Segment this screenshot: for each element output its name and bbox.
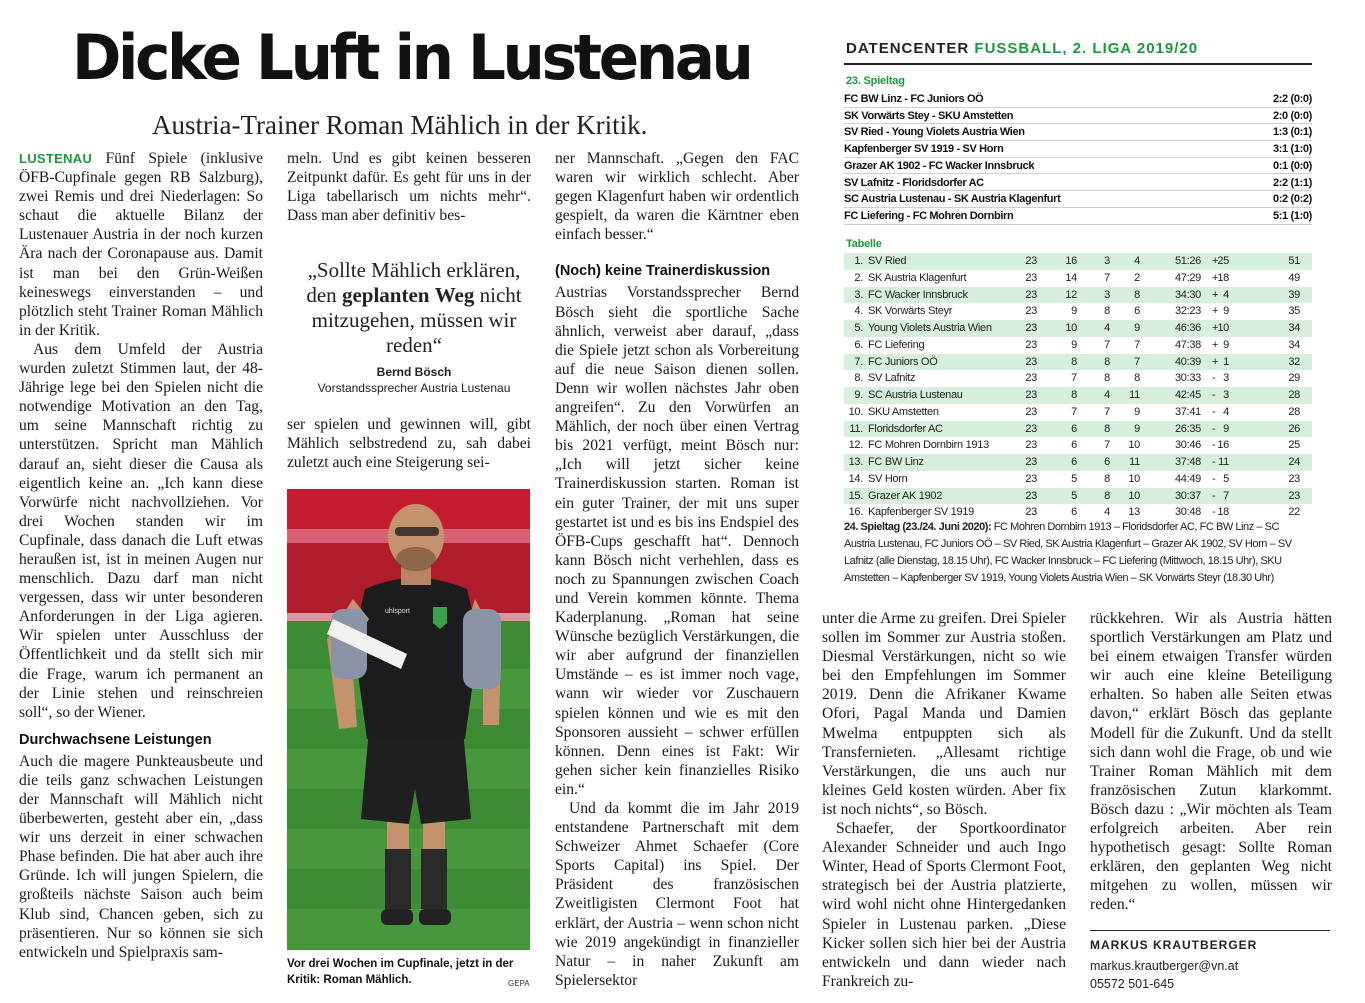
paragraph: meln. Und es gibt keinen besseren Zeitpunkt dafür. Es geht für uns in der Liga tabellarisch um nichts mehr“. Dass man aber definitiv bes-	[287, 150, 531, 225]
table-cell-l: 6	[1134, 305, 1140, 318]
table-cell-pos: 5.	[854, 322, 863, 334]
goal-difference-value: 18	[1217, 271, 1229, 284]
datacenter-league: FUSSBALL, 2. LIGA 2019/20	[974, 40, 1199, 57]
table-cell-l: 9	[1134, 405, 1140, 418]
table-cell-pos: 4.	[854, 305, 863, 318]
table-cell-goals: 26:35	[1174, 422, 1201, 435]
datacenter-title	[846, 40, 1198, 57]
goal-difference-value: 16	[1217, 439, 1229, 452]
goal-difference-value: 3	[1223, 389, 1229, 401]
table-cell-gp: 23	[1025, 372, 1037, 385]
table-cell-pos: 13.	[848, 456, 863, 468]
quote-text-end: nicht mitzugehen, müssen wir reden“	[311, 283, 522, 357]
paragraph: ner Mannschaft. „Gegen den FAC waren wir wirklich schlecht. Aber gegen Klagenfurt haben wir ordentlich gespielt, da waren die Kärntner eben einfach besser.“	[555, 150, 799, 244]
table-cell-goals: 32:23	[1174, 305, 1201, 318]
table-cell-gp: 23	[1025, 489, 1037, 502]
table-row	[844, 437, 1312, 454]
table-cell-w: 7	[1071, 372, 1077, 385]
table-cell-gp: 23	[1025, 422, 1037, 435]
table-row	[844, 404, 1312, 421]
goal-difference-sign: +	[1212, 355, 1219, 368]
goal-difference-sign: +	[1212, 271, 1219, 284]
paragraph	[19, 149, 263, 340]
table-cell-goals: 30:37	[1174, 489, 1201, 502]
table-row	[844, 488, 1312, 505]
match-result: 2:0 (0:0)	[1272, 109, 1312, 122]
paragraph-text: Fünf Spiele (inklusive ÖFB-Cupfinale gegen RB Salzburg), zwei Remis und drei Niederlagen: So schaut die aktuelle Bilanz der Lustenauer Austria in der noch kurzen Ära nach der Coronapause aus. Damit ist man bei den Grün-Weißen keineswegs einverstanden – und plötzlich steht Trainer Roman Mählich in der Kritik.	[19, 150, 263, 339]
table-cell-l: 8	[1134, 372, 1140, 385]
dateline: LUSTENAU	[19, 151, 93, 166]
table-cell-w: 6	[1071, 506, 1077, 519]
table-cell-goals: 40:39	[1174, 355, 1201, 368]
table-cell-w: 12	[1065, 288, 1077, 301]
table-cell-gp: 23	[1025, 355, 1037, 368]
article-column-2-top	[287, 149, 531, 225]
goal-difference-sign: -	[1212, 372, 1216, 385]
section-heading: Durchwachsene Leistungen	[19, 731, 212, 748]
table-cell-goals: 30:48	[1174, 506, 1201, 519]
table-cell-d: 3	[1104, 255, 1110, 267]
table-cell-pos: 15.	[848, 489, 863, 502]
table-cell-w: 8	[1071, 355, 1077, 368]
table-cell-l: 2	[1134, 271, 1140, 284]
match-result: 1:3 (0:1)	[1272, 126, 1312, 139]
table-cell-goals: 37:48	[1174, 456, 1201, 468]
table-cell-team: Floridsdorfer AC	[868, 422, 943, 435]
article-column-1	[19, 149, 263, 962]
match-result: 5:1 (1:0)	[1272, 209, 1312, 222]
table-cell-d: 8	[1104, 422, 1110, 435]
table-cell-team: SK Austria Klagenfurt	[868, 271, 967, 284]
table-cell-goals: 34:30	[1174, 288, 1201, 301]
table-cell-team: SV Horn	[868, 472, 908, 485]
table-cell-pts: 28	[1288, 389, 1300, 401]
table-cell-pos: 8.	[854, 372, 863, 385]
table-cell-w: 6	[1071, 439, 1077, 452]
author-email[interactable]: markus.krautberger@vn.at	[1090, 959, 1239, 973]
table-cell-l: 9	[1134, 322, 1140, 334]
table-label: Tabelle	[846, 238, 882, 250]
goal-difference-value: 4	[1223, 288, 1229, 301]
match-row	[844, 158, 1312, 175]
table-cell-team: Grazer AK 1902	[868, 489, 943, 502]
table-cell-d: 8	[1104, 355, 1110, 368]
table-cell-w: 9	[1071, 305, 1077, 318]
table-cell-goals: 42:45	[1174, 389, 1201, 401]
next-round	[844, 519, 1312, 587]
table-cell-l: 8	[1134, 288, 1140, 301]
table-cell-gp: 23	[1025, 271, 1037, 284]
table-cell-goals: 51:26	[1174, 255, 1201, 267]
table-row	[844, 387, 1312, 404]
table-cell-team: FC Wacker Innsbruck	[868, 288, 968, 301]
table-cell-gp: 23	[1025, 472, 1037, 485]
goal-difference-value: 9	[1223, 305, 1229, 318]
table-cell-pts: 51	[1288, 255, 1300, 267]
table-cell-d: 6	[1104, 456, 1110, 468]
paragraph: Aus dem Umfeld der Austria wurden zuletzt Stimmen laut, der 48-Jährige lege bei den Spielen nicht die notwendige Motivation an den Tag, um seine Mannschaft richtig zu unterstützen. Spricht man Mählich darauf an, sieht dieser die Causa als eigentlich keine an. „Ich kann diese Vorwürfe nicht nachvollziehen. Vor drei Wochen standen wir im Cupfinale, dass danach die Luft etwas heraußen ist, ist in meinen Augen nur menschlich. Dazu darf man nicht vergessen, dass wir unter besonderen Anforderungen in der Liga agieren. Wir spielen unter Ausschluss der Öffentlichkeit und da stellt sich mir die Frage, warum ich permanent an der Linie stehen und reinschreien soll“, so der Wiener.	[19, 340, 263, 721]
table-cell-goals: 30:33	[1174, 372, 1201, 385]
table-cell-team: SC Austria Lustenau	[868, 389, 963, 401]
table-cell-pts: 23	[1288, 472, 1300, 485]
table-cell-w: 14	[1065, 271, 1077, 284]
paragraph: Und da kommt die im Jahr 2019 entstandene Partnerschaft mit dem Schweizer Ahmet Schaefer (Core Sports Capital) ins Spiel. Der Präsident des französischen Zweitligisten Clermont Foot hat erklärt, der Austria – wenn schon nicht wie 2019 angekündigt in finanzieller Natur – in naher Zukunft am Spielersektor	[555, 800, 799, 989]
match-pairing: SV Lafnitz - Floridsdorfer AC	[844, 176, 984, 189]
quote-bold: Weg	[434, 283, 475, 307]
goal-difference-value: 3	[1223, 372, 1229, 385]
subheadline: Austria-Trainer Roman Mählich in der Kritik.	[152, 110, 648, 140]
table-cell-l: 10	[1128, 489, 1140, 502]
table-cell-l: 13	[1128, 506, 1140, 519]
match-pairing: SV Ried - Young Violets Austria Wien	[844, 126, 1025, 139]
table-cell-d: 8	[1104, 472, 1110, 485]
table-cell-gp: 23	[1025, 305, 1037, 318]
table-cell-pos: 9.	[854, 389, 863, 401]
table-cell-d: 7	[1104, 439, 1110, 452]
divider	[1090, 930, 1330, 931]
table-cell-pos: 10.	[848, 405, 863, 418]
goal-difference-sign: -	[1212, 389, 1216, 401]
match-pairing: FC Liefering - FC Mohren Dornbirn	[844, 209, 1014, 222]
section-heading: (Noch) keine Trainerdiskussion	[555, 263, 771, 280]
goal-difference-sign: +	[1212, 255, 1219, 267]
table-cell-gp: 23	[1025, 255, 1037, 267]
goal-difference-sign: -	[1212, 422, 1216, 435]
article-column-2-bottom	[287, 415, 531, 472]
table-cell-team: FC Liefering	[868, 338, 925, 351]
next-round-label: 24. Spieltag (23./24. Juni 2020):	[844, 521, 992, 533]
goal-difference-value: 18	[1217, 506, 1229, 519]
goal-difference-sign: +	[1212, 338, 1219, 351]
goal-difference-sign: -	[1212, 472, 1216, 485]
table-cell-gp: 23	[1025, 322, 1037, 334]
author-name: MARKUS KRAUTBERGER	[1090, 938, 1258, 952]
quote-bold: geplanten	[341, 283, 430, 307]
paragraph: Auch die magere Punkteausbeute und die teils ganz schwachen Leistungen der Mannschaft will Mählich nicht überbewerten, gesteht aber ein, „dass wir uns derzeit in einer schwachen Phase befinden. Die hat aber auch ihre Gründe. Ich will jungen Spielern, die großteils nächste Saison auch beim Klub sind, Chancen geben, sich zu präsentieren. Nur so können sie sich entwickeln und Spielpraxis sam-	[19, 752, 263, 961]
goal-difference-value: 9	[1223, 422, 1229, 435]
goal-difference-value: 7	[1223, 489, 1229, 502]
article-column-4	[822, 609, 1066, 991]
goal-difference-value: 11	[1218, 456, 1229, 468]
table-cell-w: 5	[1071, 489, 1077, 502]
table-row	[844, 287, 1312, 304]
table-cell-l: 9	[1134, 422, 1140, 435]
table-cell-w: 8	[1071, 389, 1077, 401]
table-cell-pos: 3.	[854, 288, 863, 301]
table-cell-w: 5	[1071, 472, 1077, 485]
table-cell-team: FC BW Linz	[868, 456, 924, 468]
table-cell-pos: 7.	[854, 355, 863, 368]
table-cell-team: Kapfenberger SV 1919	[868, 506, 974, 519]
quote-author-role: Vorstandssprecher Austria Lustenau	[317, 381, 511, 395]
goal-difference-sign: +	[1212, 322, 1219, 334]
goal-difference-sign: +	[1212, 288, 1219, 301]
table-row	[844, 370, 1312, 387]
match-pairing: Grazer AK 1902 - FC Wacker Innsbruck	[844, 159, 1035, 172]
table-row	[844, 270, 1312, 287]
table-cell-goals: 47:38	[1174, 338, 1201, 351]
divider	[844, 63, 1312, 65]
match-pairing: Kapfenberger SV 1919 - SV Horn	[844, 143, 1004, 156]
table-cell-pts: 35	[1288, 305, 1300, 318]
match-result: 0:2 (0:2)	[1272, 193, 1312, 206]
table-cell-pts: 28	[1288, 405, 1300, 418]
quote-text-start: „Sollte Mählich erklären, den	[306, 258, 521, 307]
table-cell-pts: 26	[1288, 422, 1300, 435]
goal-difference-sign: -	[1212, 456, 1216, 468]
table-row	[844, 337, 1312, 354]
table-cell-team: FC Juniors OÖ	[868, 355, 938, 368]
table-cell-pos: 1.	[854, 255, 863, 267]
table-cell-pts: 34	[1288, 338, 1300, 351]
quote-attribution	[290, 364, 538, 396]
table-cell-pts: 25	[1288, 439, 1300, 452]
table-cell-gp: 23	[1025, 439, 1037, 452]
goal-difference-value: 5	[1223, 472, 1229, 485]
table-cell-pos: 16.	[848, 506, 863, 519]
match-result: 2:2 (1:1)	[1272, 176, 1312, 189]
table-cell-pts: 39	[1288, 288, 1300, 301]
headline: Dicke Luft in Lustenau	[72, 21, 751, 94]
photo-credit: GEPA	[508, 979, 530, 988]
paragraph: unter die Arme zu greifen. Drei Spieler sollen im Sommer zur Austria stoßen. Diesmal Verstärkungen, nicht so wie bei den Empfehlungen im Sommer 2019. Denn die Afrikaner Kwame Ofori, Pagal Manda und Damien Mwelma entpuppten sich als Transfernieten. „Allesamt richtige Verstärkungen, die uns auch nur kleines Geld kosten würden. Aber fix ist noch nichts“, so Bösch.	[822, 610, 1066, 818]
table-cell-pts: 23	[1288, 489, 1300, 502]
table-row	[844, 354, 1312, 371]
table-cell-pts: 32	[1288, 355, 1300, 368]
match-row	[844, 124, 1312, 141]
table-cell-goals: 44:49	[1174, 472, 1201, 485]
table-cell-pos: 6.	[854, 338, 863, 351]
author-phone: 05572 501-645	[1090, 977, 1175, 991]
table-cell-team: SV Ried	[868, 255, 907, 267]
table-cell-d: 4	[1104, 389, 1110, 401]
table-cell-pts: 34	[1288, 322, 1300, 334]
table-cell-d: 7	[1104, 271, 1110, 284]
table-cell-l: 7	[1134, 355, 1140, 368]
table-cell-pos: 12.	[848, 439, 863, 452]
table-cell-pts: 49	[1288, 271, 1300, 284]
table-cell-team: SK Vorwärts Steyr	[868, 305, 953, 318]
goal-difference-sign: +	[1212, 305, 1219, 318]
coach-illustration	[287, 489, 530, 950]
table-cell-w: 16	[1065, 255, 1077, 267]
match-pairing: FC BW Linz - FC Juniors OÖ	[844, 93, 984, 105]
table-cell-l: 11	[1129, 456, 1140, 468]
table-cell-d: 7	[1104, 405, 1110, 418]
match-row	[844, 208, 1312, 225]
table-cell-l: 10	[1128, 472, 1140, 485]
table-cell-d: 4	[1104, 322, 1110, 334]
table-cell-l: 11	[1129, 389, 1140, 401]
table-cell-team: SKU Amstetten	[868, 405, 939, 418]
table-cell-w: 7	[1071, 405, 1077, 418]
goal-difference-sign: -	[1212, 489, 1216, 502]
match-pairing: SK Vorwärts Stey - SKU Amstetten	[844, 109, 1014, 122]
table-cell-w: 9	[1071, 338, 1077, 351]
table-cell-gp: 23	[1025, 338, 1037, 351]
round-label: 23. Spieltag	[846, 75, 905, 87]
shirt-brand: uhlsport	[385, 608, 410, 615]
table-row	[844, 454, 1312, 471]
match-result: 2:2 (0:0)	[1272, 93, 1312, 105]
photo-caption: Vor drei Wochen im Cupfinale, jetzt in der Kritik: Roman Mählich.	[287, 958, 514, 986]
table-cell-goals: 30:46	[1174, 439, 1201, 452]
table-row	[844, 320, 1312, 337]
table-cell-gp: 23	[1025, 506, 1037, 519]
table-cell-pts: 24	[1288, 456, 1300, 468]
paragraph: ser spielen und gewinnen will, gibt Mählich selbstredend zu, sah dabei zuletzt auch eine Steigerung sei-	[287, 416, 531, 472]
paragraph: rückkehren. Wir als Austria hätten sportlich Verstärkungen am Platz und bei einem etwaigen Transfer würden wir auch eine kleine Beteiligung erhalten. So haben alle Seiten etwas davon,“ erklärt Bösch das geplante Modell für die Zukunft. Und da stellt sich dann wohl die Frage, ob und wie Trainer Roman Mählich mit dem französischen Zutun klarkommt. Bösch dazu : „Wir möchten als Team erfolgreich arbeiten. Aber rein hypothetisch gesagt: Sollte Roman erklären, den geplanten Weg nicht mitgehen zu wollen, müssen wir reden.“	[1090, 610, 1332, 914]
table-cell-d: 4	[1104, 506, 1110, 519]
match-row	[844, 141, 1312, 158]
table-cell-d: 8	[1104, 305, 1110, 318]
table-cell-gp: 23	[1025, 288, 1037, 301]
paragraph: Austrias Vorstandssprecher Bernd Bösch sieht die sportliche Sache ähnlich, verweist aber darauf, „dass die Spiele jetzt schon als Vorbereitung auf die neue Saison dienen sollen. Denn wir wollen nächstes Jahr oben angreifen“. Zu den Vorwürfen an Mählich, der noch über einen Vertrag bis 2021 verfügt, meint Bösch nur: „Ich will jetzt sicher keine Trainerdiskussion starten. Roman ist ein guter Trainer, der mit uns super gestartet ist und es bis ins Endspiel des ÖFB-Cups geschafft hat“. Dennoch kann Bösch nicht verhehlen, dass es noch zu Spannungen zwischen Coach und Verein kommen könnte. Thema Kaderplanung. „Roman hat seine Wünsche bezüglich Verstärkungen, die wir aber aufgrund der finanziellen Umstände – es ist immer noch vage, wann wir wieder vor Zuschauern spielen können und wie es mit den Sponsoren aussieht – schwer erfüllen können. Denn eines ist Fakt: Wir gehen sicher kein finanzielles Risiko ein.“	[555, 284, 799, 798]
table-cell-l: 10	[1128, 439, 1140, 452]
table-row	[844, 253, 1312, 270]
table-cell-w: 6	[1071, 456, 1077, 468]
table-cell-d: 8	[1104, 489, 1110, 502]
match-result: 3:1 (1:0)	[1272, 143, 1312, 156]
author-contact	[1090, 957, 1238, 993]
table-row	[844, 471, 1312, 488]
table-cell-w: 10	[1065, 322, 1077, 334]
goal-difference-value: 9	[1223, 338, 1229, 351]
goal-difference-sign: -	[1212, 439, 1216, 452]
match-row	[844, 175, 1312, 192]
table-row	[844, 421, 1312, 438]
table-cell-team: SV Lafnitz	[868, 372, 916, 385]
table-cell-pos: 14.	[848, 472, 863, 485]
goal-difference-sign: -	[1212, 506, 1216, 519]
goal-difference-value: 4	[1223, 405, 1229, 418]
goal-difference-value: 25	[1217, 255, 1229, 267]
quote-author: Bernd Bösch	[376, 365, 452, 379]
table-cell-l: 4	[1134, 255, 1140, 267]
match-row	[844, 91, 1312, 108]
paragraph: Schaefer, der Sportkoordinator Alexander Schneider und auch Ingo Winter, Head of Sports Clermont Foot, strategisch bei der Austria platzierte, wird wohl nicht ohne Hintergedanken Spieler in Lustenau parken. „Diese Kicker sollen sich hier bei der Austria entwickeln und dann wieder nach Frankreich zu-	[822, 820, 1066, 990]
table-cell-d: 3	[1104, 288, 1110, 301]
table-cell-gp: 23	[1025, 405, 1037, 418]
pull-quote	[290, 258, 538, 358]
goal-difference-sign: -	[1212, 405, 1216, 418]
table-cell-gp: 23	[1025, 389, 1037, 401]
table-cell-d: 8	[1104, 372, 1110, 385]
table-cell-team: Young Violets Austria Wien	[868, 322, 992, 334]
goal-difference-value: 1	[1223, 355, 1229, 368]
table-cell-gp: 23	[1025, 456, 1037, 468]
match-row	[844, 191, 1312, 208]
table-cell-goals: 37:41	[1174, 405, 1201, 418]
table-cell-w: 6	[1071, 422, 1077, 435]
standings-table	[844, 253, 1312, 521]
match-pairing: SC Austria Lustenau - SK Austria Klagenfurt	[844, 193, 1061, 206]
datacenter-label: DATENCENTER	[846, 40, 970, 57]
table-cell-pts: 29	[1288, 372, 1300, 385]
table-row	[844, 303, 1312, 320]
table-cell-goals: 46:36	[1174, 322, 1201, 334]
table-cell-goals: 47:29	[1174, 271, 1201, 284]
goal-difference-value: 10	[1217, 322, 1229, 334]
match-row	[844, 108, 1312, 125]
table-cell-pos: 11.	[849, 422, 863, 435]
next-round-fixtures: FC Mohren Dornbirn 1913 – Floridsdorfer AC, FC BW Linz – SC Austria Lustenau, FC Juniors OÖ – SV Ried, SK Austria Klagenfurt – Grazer AK 1902, SV Horn – SV Lafnitz (alle Dienstag, 18.15 Uhr), FC Wacker Innsbruck – FC Liefering (Mittwoch, 18.15 Uhr), SKU Amstetten – Kapfenberger SV 1919, Young Violets Austria Wien – SK Vorwärts Steyr (18.30 Uhr)	[844, 521, 1292, 584]
table-cell-l: 7	[1134, 338, 1140, 351]
coach-photo	[287, 489, 530, 950]
table-cell-d: 7	[1104, 338, 1110, 351]
table-cell-pos: 2.	[854, 271, 863, 284]
article-column-3	[555, 149, 799, 990]
table-cell-team: FC Mohren Dornbirn 1913	[868, 439, 989, 452]
match-result: 0:1 (0:0)	[1272, 159, 1312, 172]
table-cell-pts: 22	[1288, 506, 1300, 519]
article-column-5	[1090, 609, 1332, 915]
